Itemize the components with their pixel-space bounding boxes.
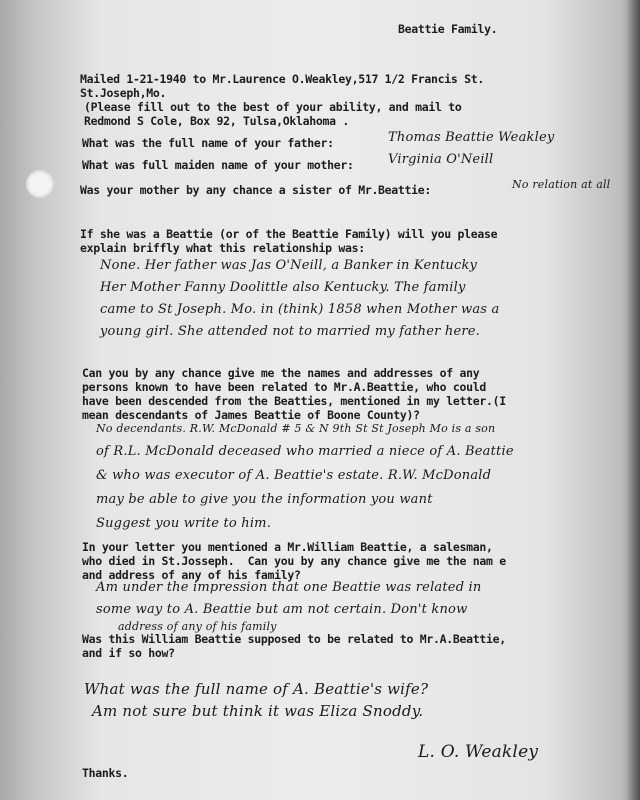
william-answer-line: some way to A. Beattie but am not certain. Don't know (96, 602, 468, 617)
relatives-answer-line: Suggest you write to him. (96, 516, 272, 531)
relatives-question-line: persons known to have been related to Mr.A.Beattie, who could (82, 380, 487, 394)
relationship-answer-line: None. Her father was Jas O'Neill, a Banker in Kentucky (100, 258, 478, 273)
document-title: Beattie Family. (398, 22, 498, 36)
william-question-line: who died in St.Josseph. Can you by any chance give me the nam e (82, 554, 506, 568)
relationship-answer-line: Her Mother Fanny Doolittle also Kentucky. The family (100, 280, 466, 295)
william-answer-line: address of any of his family (118, 620, 277, 633)
intro-line-2: St.Joseph,Mo. (80, 86, 167, 100)
relationship-answer-line: came to St Joseph. Mo. in (think) 1858 when Mother was a (100, 302, 500, 317)
father-answer: Thomas Beattie Weakley (388, 130, 555, 145)
relatives-question-line: mean descendants of James Beattie of Boone County)? (82, 408, 420, 422)
punch-hole (26, 170, 54, 198)
intro-line-3: (Please fill out to the best of your ability, and mail to (84, 100, 462, 114)
relatives-answer-line: No decendants. R.W. McDonald # 5 & N 9th St St Joseph Mo is a son (96, 422, 496, 435)
relatives-answer-line: & who was executor of A. Beattie's estate. R.W. McDonald (96, 468, 492, 483)
intro-line-1: Mailed 1-21-1940 to Mr.Laurence O.Weakley,517 1/2 Francis St. (80, 72, 485, 86)
mother-answer: Virginia O'Neill (388, 152, 494, 167)
relationship-question-line-1: If she was a Beattie (or of the Beattie Family) will you please (80, 227, 498, 241)
relatives-answer-line: of R.L. McDonald deceased who married a niece of A. Beattie (96, 444, 514, 459)
relatives-question-line: Can you by any chance give me the names and addresses of any (82, 366, 480, 380)
relatives-answer-line: may be able to give you the information you want (96, 492, 433, 507)
father-question: What was the full name of your father: (82, 136, 334, 150)
related-question-line: and if so how? (82, 646, 175, 660)
relatives-question-line: have been descended from the Beatties, mentioned in my letter.(I (82, 394, 506, 408)
william-question-line: In your letter you mentioned a Mr.William Beattie, a salesman, (82, 540, 493, 554)
intro-line-4: Redmond S Cole, Box 92, Tulsa,Oklahoma . (84, 114, 349, 128)
postscript-line: Am not sure but think it was Eliza Snoddy. (92, 702, 424, 720)
relationship-answer-line: young girl. She attended not to married my father here. (100, 324, 480, 339)
page-shadow-edge (626, 0, 640, 800)
signature: L. O. Weakley (418, 742, 539, 762)
sister-answer: No relation at all (512, 178, 611, 191)
william-question-line: and address of any of his family? (82, 568, 301, 582)
closing-text: Thanks. (82, 766, 129, 780)
mother-question: What was full maiden name of your mother: (82, 158, 354, 172)
postscript-line: What was the full name of A. Beattie's wife? (84, 680, 429, 698)
william-answer-line: Am under the impression that one Beattie was related in (96, 580, 482, 595)
relationship-question-line-2: explain briffly what this relationship was: (80, 241, 365, 255)
related-question-line: Was this William Beattie supposed to be related to Mr.A.Beattie, (82, 632, 506, 646)
sister-question: Was your mother by any chance a sister of Mr.Beattie: (80, 183, 432, 197)
